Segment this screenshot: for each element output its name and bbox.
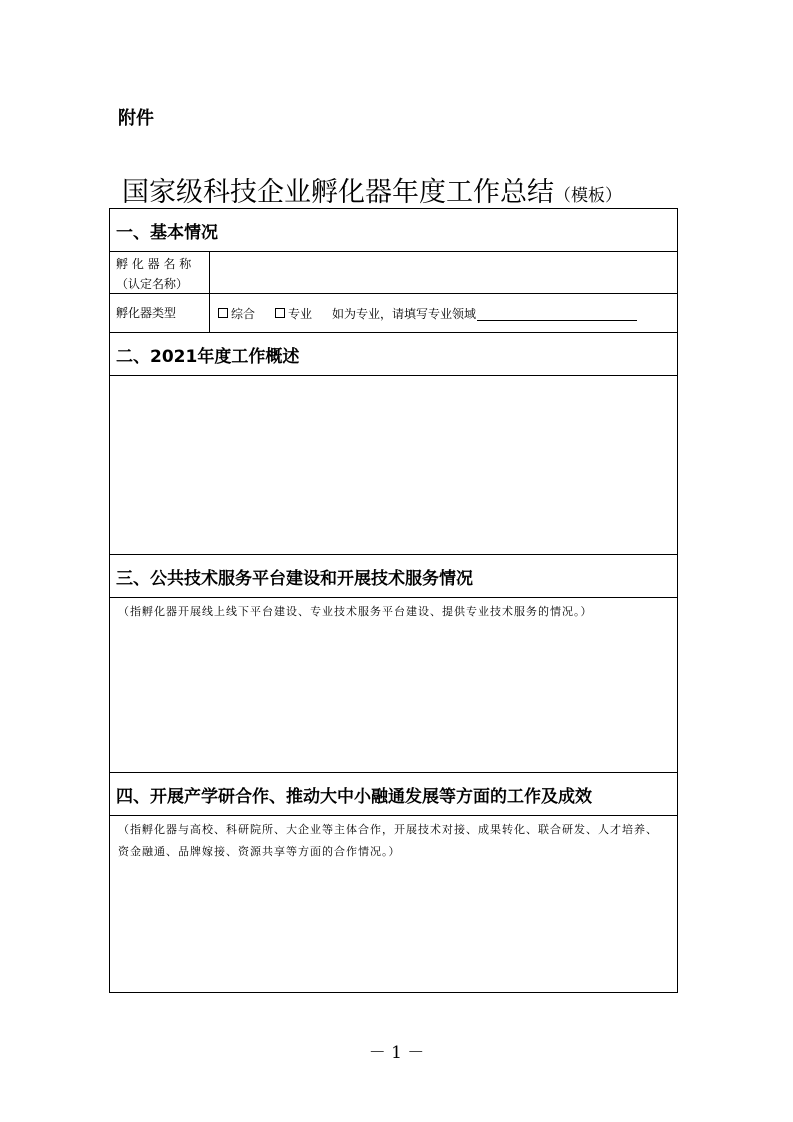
incubator-name-label-line1: 孵 化 器 名 称 bbox=[116, 257, 192, 271]
attachment-label: 附件 bbox=[118, 108, 154, 129]
type-option-specialized[interactable] bbox=[275, 305, 312, 322]
section-cooperation-hint: （指孵化器与高校、科研院所、大企业等主体合作，开展技术对接、成果转化、联合研发、人才培养、资金融通、品牌嫁接、资源共享等方面的合作情况。） bbox=[118, 823, 658, 858]
specialty-prompt: 如为专业，请填写专业领域 bbox=[332, 306, 477, 321]
incubator-name-field[interactable] bbox=[210, 252, 677, 293]
section-cooperation-body[interactable] bbox=[110, 816, 677, 992]
option-label: 专业 bbox=[288, 306, 313, 321]
section-overview-body[interactable] bbox=[110, 376, 677, 555]
section-basic-heading: 一、基本情况 bbox=[110, 209, 677, 252]
checkbox-icon[interactable] bbox=[218, 308, 228, 318]
summary-form-table bbox=[109, 208, 678, 993]
incubator-type-field bbox=[210, 294, 677, 332]
section-platform-hint: （指孵化器开展线上线下平台建设、专业技术服务平台建设、提供专业技术服务的情况。） bbox=[118, 605, 593, 618]
title-suffix: （模板） bbox=[554, 186, 622, 206]
section-cooperation-heading: 四、开展产学研合作、推动大中小融通发展等方面的工作及成效 bbox=[110, 773, 677, 816]
incubator-name-label-line2: （认定名称） bbox=[116, 277, 189, 291]
option-label: 综合 bbox=[231, 306, 256, 321]
checkbox-icon[interactable] bbox=[275, 308, 285, 318]
title-main: 国家级科技企业孵化器年度工作总结 bbox=[122, 177, 554, 208]
incubator-type-label: 孵化器类型 bbox=[110, 294, 210, 332]
section-platform-body[interactable] bbox=[110, 598, 677, 773]
section-platform-heading: 三、公共技术服务平台建设和开展技术服务情况 bbox=[110, 555, 677, 598]
incubator-type-row bbox=[110, 294, 677, 333]
document-title bbox=[122, 170, 622, 209]
incubator-name-label bbox=[110, 252, 210, 293]
page-number: － 1 － bbox=[368, 1043, 425, 1063]
section-overview-heading: 二、2021年度工作概述 bbox=[110, 333, 677, 376]
type-option-comprehensive[interactable] bbox=[218, 305, 255, 322]
specialty-field-input[interactable] bbox=[477, 306, 637, 321]
incubator-name-row bbox=[110, 252, 677, 294]
